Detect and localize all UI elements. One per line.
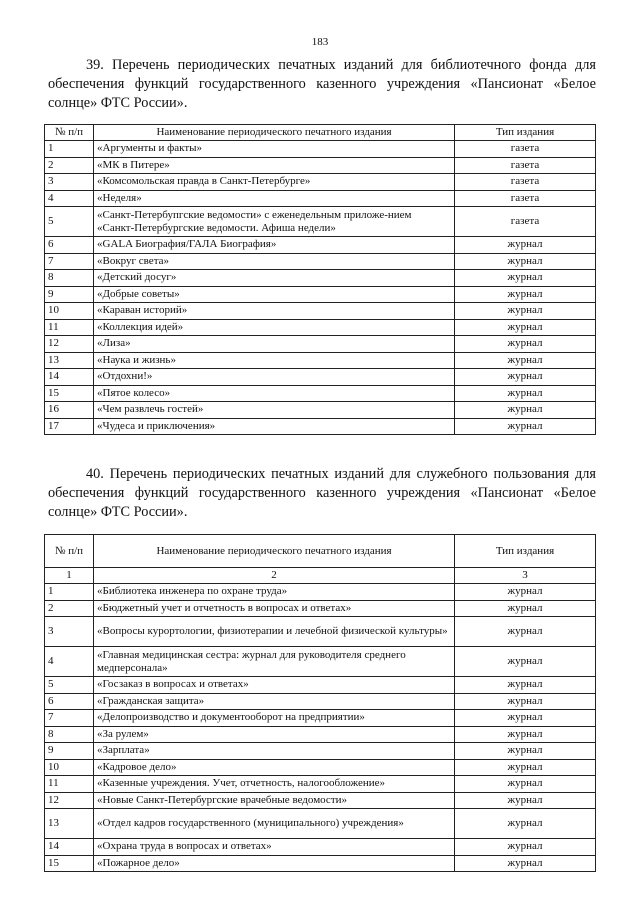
row-number: 12 (45, 792, 94, 809)
publication-type: журнал (455, 743, 596, 760)
publication-name: «Отдел кадров государственного (муниципального) учреждения» (94, 809, 455, 839)
col-number: № п/п (45, 535, 94, 568)
publication-type: журнал (455, 253, 596, 270)
publication-name: «Коллекция идей» (94, 319, 455, 336)
publication-name: «МК в Питере» (94, 157, 455, 174)
section-39-heading-text: 39. Перечень периодических печатных изданий для библиотечного фонда для обеспечения функций государственного казенного учреждения «Пансионат «Белое солнце» ФТС России». (48, 57, 596, 111)
publication-type: журнал (455, 319, 596, 336)
publication-type: журнал (455, 855, 596, 872)
table-row (45, 352, 596, 369)
publication-type: журнал (455, 617, 596, 647)
table-row (45, 776, 596, 793)
publication-type: журнал (455, 270, 596, 287)
table-row (45, 726, 596, 743)
row-number: 2 (45, 600, 94, 617)
table-row (45, 303, 596, 320)
table-row (45, 253, 596, 270)
row-number: 1 (45, 141, 94, 158)
row-number: 3 (45, 617, 94, 647)
table-row (45, 286, 596, 303)
column-number-row (45, 568, 596, 584)
col-number: № п/п (45, 125, 94, 141)
publication-type: газета (455, 157, 596, 174)
publication-name: «Охрана труда в вопросах и ответах» (94, 839, 455, 856)
publication-type: журнал (455, 402, 596, 419)
publication-type: журнал (455, 677, 596, 694)
publication-name: «Детский досуг» (94, 270, 455, 287)
row-number: 12 (45, 336, 94, 353)
row-number: 6 (45, 693, 94, 710)
page-number: 183 (311, 36, 329, 48)
row-number: 8 (45, 270, 94, 287)
publication-type: газета (455, 174, 596, 191)
publication-name: «GALA Биография/ГАЛА Биография» (94, 237, 455, 254)
table-row (45, 855, 596, 872)
publication-name: «Караван историй» (94, 303, 455, 320)
publication-name: «Наука и жизнь» (94, 352, 455, 369)
table-row (45, 157, 596, 174)
publication-type: журнал (455, 839, 596, 856)
col-name: Наименование периодического печатного издания (94, 535, 455, 568)
publication-type: газета (455, 207, 596, 237)
row-number: 11 (45, 776, 94, 793)
row-number: 14 (45, 839, 94, 856)
publication-name: «Аргументы и факты» (94, 141, 455, 158)
row-number: 10 (45, 759, 94, 776)
row-number: 7 (45, 710, 94, 727)
publication-type: журнал (455, 286, 596, 303)
table-row (45, 336, 596, 353)
table-row (45, 207, 596, 237)
table-row (45, 839, 596, 856)
row-number: 11 (45, 319, 94, 336)
publication-name: «Госзаказ в вопросах и ответах» (94, 677, 455, 694)
row-number: 1 (45, 584, 94, 601)
table-header (45, 125, 596, 141)
publication-name: «Пожарное дело» (94, 855, 455, 872)
table-row (45, 584, 596, 601)
table-row (45, 141, 596, 158)
table-row (45, 743, 596, 760)
row-number: 9 (45, 286, 94, 303)
table-row (45, 809, 596, 839)
publication-name: «Делопроизводство и документооборот на предприятии» (94, 710, 455, 727)
table-row (45, 759, 596, 776)
row-number: 16 (45, 402, 94, 419)
table-row (45, 319, 596, 336)
publication-name: «Кадровое дело» (94, 759, 455, 776)
publication-name: «Главная медицинская сестра: журнал для руководителя среднего медперсонала» (94, 647, 455, 677)
publication-type: журнал (455, 600, 596, 617)
publication-type: журнал (455, 584, 596, 601)
publication-type: журнал (455, 352, 596, 369)
publication-type: журнал (455, 303, 596, 320)
table-row (45, 190, 596, 207)
row-number: 3 (45, 174, 94, 191)
publication-name: «Пятое колесо» (94, 385, 455, 402)
table-header (45, 535, 596, 568)
publication-type: газета (455, 141, 596, 158)
publication-type: журнал (455, 693, 596, 710)
publication-name: «Комсомольская правда в Санкт-Петербурге» (94, 174, 455, 191)
publication-type: журнал (455, 418, 596, 435)
col-type: Тип издания (455, 125, 596, 141)
table-row (45, 792, 596, 809)
table-row (45, 237, 596, 254)
row-number: 5 (45, 207, 94, 237)
table-row (45, 385, 596, 402)
row-number: 8 (45, 726, 94, 743)
column-number: 3 (455, 568, 596, 584)
row-number: 4 (45, 647, 94, 677)
publication-name: «Санкт-Петербупгские ведомости» с еженедельным приложе-нием «Санкт-Петербургские ведомости. Афиша недели» (94, 207, 455, 237)
publication-type: журнал (455, 726, 596, 743)
row-number: 17 (45, 418, 94, 435)
row-number: 5 (45, 677, 94, 694)
table-row (45, 617, 596, 647)
col-name: Наименование периодического печатного издания (94, 125, 455, 141)
section-40-heading (48, 465, 596, 522)
column-number: 1 (45, 568, 94, 584)
table-row (45, 270, 596, 287)
publication-type: журнал (455, 385, 596, 402)
publication-name: «Чем развлечь гостей» (94, 402, 455, 419)
row-number: 15 (45, 855, 94, 872)
publication-type: газета (455, 190, 596, 207)
row-number: 14 (45, 369, 94, 386)
table-row (45, 647, 596, 677)
col-type: Тип издания (455, 535, 596, 568)
table-section-39 (44, 124, 596, 435)
table-row (45, 402, 596, 419)
table-row (45, 693, 596, 710)
publication-name: «Чудеса и приключения» (94, 418, 455, 435)
publication-type: журнал (455, 336, 596, 353)
publication-name: «Отдохни!» (94, 369, 455, 386)
publication-type: журнал (455, 237, 596, 254)
publication-type: журнал (455, 369, 596, 386)
row-number: 13 (45, 352, 94, 369)
row-number: 15 (45, 385, 94, 402)
table-row (45, 677, 596, 694)
row-number: 13 (45, 809, 94, 839)
publication-name: «Библиотека инженера по охране труда» (94, 584, 455, 601)
publication-type: журнал (455, 647, 596, 677)
publication-name: «Добрые советы» (94, 286, 455, 303)
table-row (45, 174, 596, 191)
row-number: 2 (45, 157, 94, 174)
row-number: 9 (45, 743, 94, 760)
row-number: 10 (45, 303, 94, 320)
row-number: 6 (45, 237, 94, 254)
table-row (45, 369, 596, 386)
row-number: 7 (45, 253, 94, 270)
publication-type: журнал (455, 710, 596, 727)
publication-type: журнал (455, 776, 596, 793)
publication-name: «Зарплата» (94, 743, 455, 760)
column-number: 2 (94, 568, 455, 584)
publication-type: журнал (455, 759, 596, 776)
publication-name: «Казенные учреждения. Учет, отчетность, налогообложение» (94, 776, 455, 793)
publication-type: журнал (455, 792, 596, 809)
publication-name: «Бюджетный учет и отчетность в вопросах и ответах» (94, 600, 455, 617)
publication-name: «За рулем» (94, 726, 455, 743)
publication-name: «Неделя» (94, 190, 455, 207)
table-section-40 (44, 534, 596, 872)
row-number: 4 (45, 190, 94, 207)
section-39-heading (48, 56, 596, 113)
publication-type: журнал (455, 809, 596, 839)
publication-name: «Новые Санкт-Петербургские врачебные ведомости» (94, 792, 455, 809)
publication-name: «Вокруг света» (94, 253, 455, 270)
publication-name: «Лиза» (94, 336, 455, 353)
table-row (45, 418, 596, 435)
table-row (45, 710, 596, 727)
publication-name: «Вопросы курортологии, физиотерапии и лечебной физической культуры» (94, 617, 455, 647)
publication-name: «Гражданская защита» (94, 693, 455, 710)
table-row (45, 600, 596, 617)
section-40-heading-text: 40. Перечень периодических печатных изданий для служебного пользования для обеспечения функций государственного казенного учреждения «Пансионат «Белое солнце» ФТС России». (48, 466, 596, 520)
